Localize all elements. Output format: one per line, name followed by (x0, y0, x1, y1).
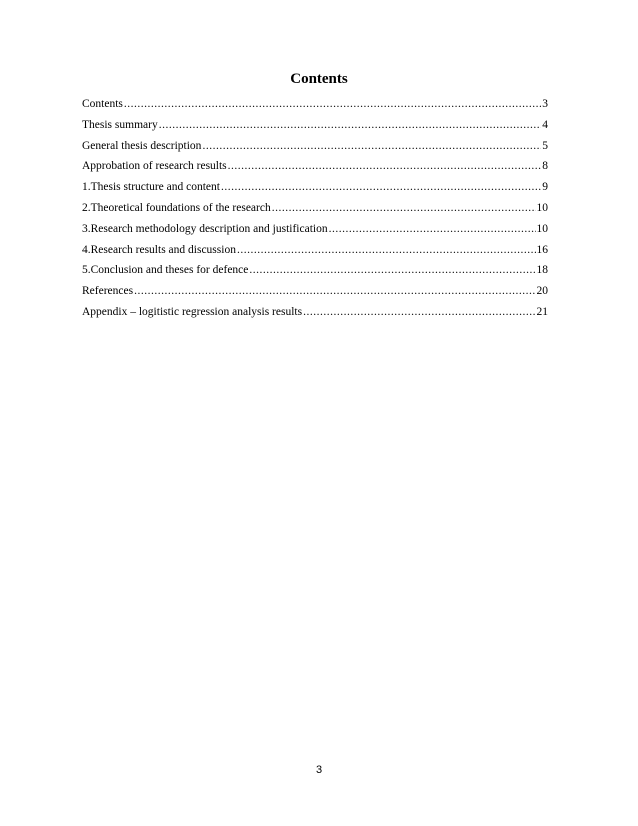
toc-entry (82, 156, 548, 177)
toc-entry-page: 10 (536, 222, 548, 235)
page-title: Contents (290, 71, 348, 87)
toc-entry-label: 4.Research results and discussion (82, 243, 236, 256)
toc-entry-label: 5.Conclusion and theses for defence (82, 264, 249, 277)
toc-entry (82, 281, 548, 302)
toc-entry-page: 9 (542, 181, 548, 194)
toc-entry (82, 136, 548, 157)
toc-entry-page: 21 (536, 305, 548, 318)
toc-dot-leader (221, 177, 541, 198)
toc-dot-leader (272, 198, 536, 219)
toc-entry-label: Approbation of research results (82, 160, 227, 173)
toc-dot-leader (228, 156, 542, 177)
table-of-contents (82, 94, 548, 323)
toc-dot-leader (159, 115, 542, 136)
toc-entry-label: References (82, 285, 134, 298)
toc-dot-leader (124, 94, 541, 115)
toc-entry-page: 20 (536, 285, 548, 298)
toc-entry-label: 1.Thesis structure and content (82, 181, 220, 194)
toc-entry (82, 177, 548, 198)
toc-dot-leader (202, 136, 541, 157)
toc-entry-page: 16 (536, 243, 548, 256)
toc-entry (82, 198, 548, 219)
toc-entry-label: 3.Research methodology description and justification (82, 222, 328, 235)
toc-entry-page: 10 (536, 201, 548, 214)
toc-entry-page: 3 (542, 98, 548, 110)
toc-dot-leader (237, 240, 536, 261)
toc-dot-leader (303, 302, 535, 323)
toc-entry-page: 5 (542, 139, 548, 152)
toc-entry-label: Appendix – logitistic regression analysis results (82, 305, 303, 318)
toc-entry (82, 115, 548, 136)
toc-entry-page: 18 (536, 264, 548, 277)
toc-dot-leader (134, 281, 535, 302)
toc-entry-label: 2.Theoretical foundations of the research (82, 201, 271, 214)
toc-entry-page: 4 (542, 118, 548, 131)
toc-entry (82, 94, 548, 115)
toc-entry (82, 260, 548, 281)
toc-entry-label: General thesis description (82, 139, 202, 152)
toc-entry-label: Contents (82, 98, 123, 110)
toc-entry (82, 240, 548, 261)
toc-entry (82, 219, 548, 240)
page-number: 3 (315, 764, 323, 776)
toc-entry-page: 8 (542, 160, 548, 173)
toc-entry (82, 302, 548, 323)
toc-dot-leader (249, 260, 535, 281)
toc-dot-leader (329, 219, 536, 240)
toc-entry-label: Thesis summary (82, 118, 158, 131)
